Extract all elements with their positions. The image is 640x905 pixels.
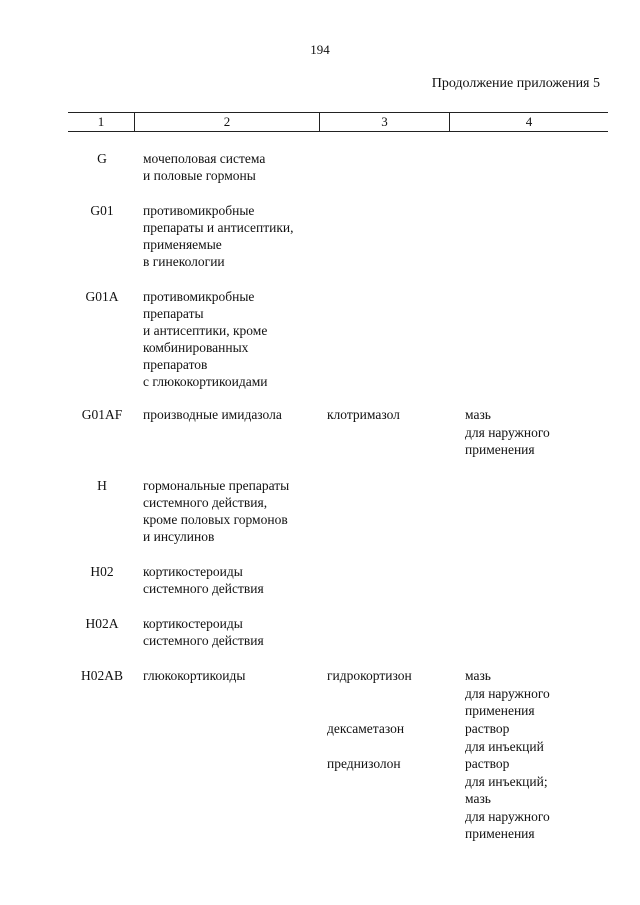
atc-code: G01A	[85, 289, 119, 304]
group-name-line: в гинекологии	[143, 254, 225, 269]
page-number: 194	[310, 42, 330, 57]
table-header	[68, 112, 608, 132]
group-name-line: препараты и антисептики,	[143, 220, 294, 235]
atc-code: G	[97, 151, 107, 166]
dosage-form-line: раствор	[465, 756, 510, 771]
group-name-line: и инсулинов	[143, 529, 215, 544]
column-header-1: 1	[97, 114, 105, 129]
atc-code: G01AF	[81, 407, 123, 422]
dosage-form-line: мазь	[465, 791, 491, 806]
group-name	[143, 563, 323, 597]
dosage-form-line: для инъекций;	[465, 773, 548, 789]
group-name-line: системного действия,	[143, 495, 268, 510]
column-header-4: 4	[449, 113, 608, 131]
group-name-line: производные имидазола	[143, 407, 282, 422]
column-header-3: 3	[319, 113, 449, 131]
group-name-line: комбинированных	[143, 340, 249, 355]
group-name-line: глюкокортикоиды	[143, 668, 246, 683]
group-name-line: кроме половых гормонов	[143, 512, 288, 527]
appendix-caption: Продолжение приложения 5	[431, 76, 600, 91]
dosage-form	[465, 755, 615, 843]
dosage-form-line: для наружного	[465, 424, 550, 440]
group-name	[143, 667, 323, 684]
atc-code: H02AB	[80, 668, 123, 683]
group-name-line: кортикостероиды	[143, 616, 243, 631]
group-name-line: гормональные препараты	[143, 478, 290, 493]
group-name-line: с глюкокортикоидами	[143, 374, 268, 389]
drug-name: клотримазол	[327, 407, 400, 422]
dosage-form	[465, 406, 615, 459]
atc-code: G01	[90, 203, 114, 218]
group-name-line: препараты	[143, 306, 204, 321]
group-name-line: противомикробные	[143, 289, 255, 304]
drug-name: гидрокортизон	[327, 668, 412, 683]
group-name	[143, 477, 323, 545]
drug-name: дексаметазон	[327, 721, 405, 736]
column-header-2: 2	[134, 113, 319, 131]
atc-code: H02	[90, 564, 114, 579]
group-name	[143, 202, 323, 270]
dosage-form	[465, 720, 615, 755]
dosage-form-line: мазь	[465, 407, 491, 422]
drug-name: преднизолон	[327, 756, 401, 771]
dosage-form	[465, 667, 615, 720]
group-name	[143, 406, 323, 423]
group-name-line: и антисептики, кроме	[143, 323, 268, 338]
atc-code: H02A	[85, 616, 119, 631]
group-name-line: применяемые	[143, 237, 222, 252]
group-name-line: системного действия	[143, 633, 264, 648]
group-name	[143, 615, 323, 649]
group-name-line: противомикробные	[143, 203, 255, 218]
group-name-line: мочеполовая система	[143, 151, 266, 166]
dosage-form-line: для инъекций	[465, 738, 544, 754]
group-name	[143, 150, 323, 184]
dosage-form-line: мазь	[465, 668, 491, 683]
group-name-line: системного действия	[143, 581, 264, 596]
dosage-form-line: для наружного	[465, 685, 550, 701]
dosage-form-line: для наружного	[465, 808, 550, 824]
group-name-line: препаратов	[143, 357, 208, 372]
dosage-form-line: раствор	[465, 721, 510, 736]
dosage-form-line: применения	[465, 442, 535, 457]
atc-code: H	[97, 478, 107, 493]
group-name	[143, 288, 323, 390]
group-name-line: и половые гормоны	[143, 168, 256, 183]
group-name-line: кортикостероиды	[143, 564, 243, 579]
dosage-form-line: применения	[465, 703, 535, 718]
dosage-form-line: применения	[465, 826, 535, 841]
